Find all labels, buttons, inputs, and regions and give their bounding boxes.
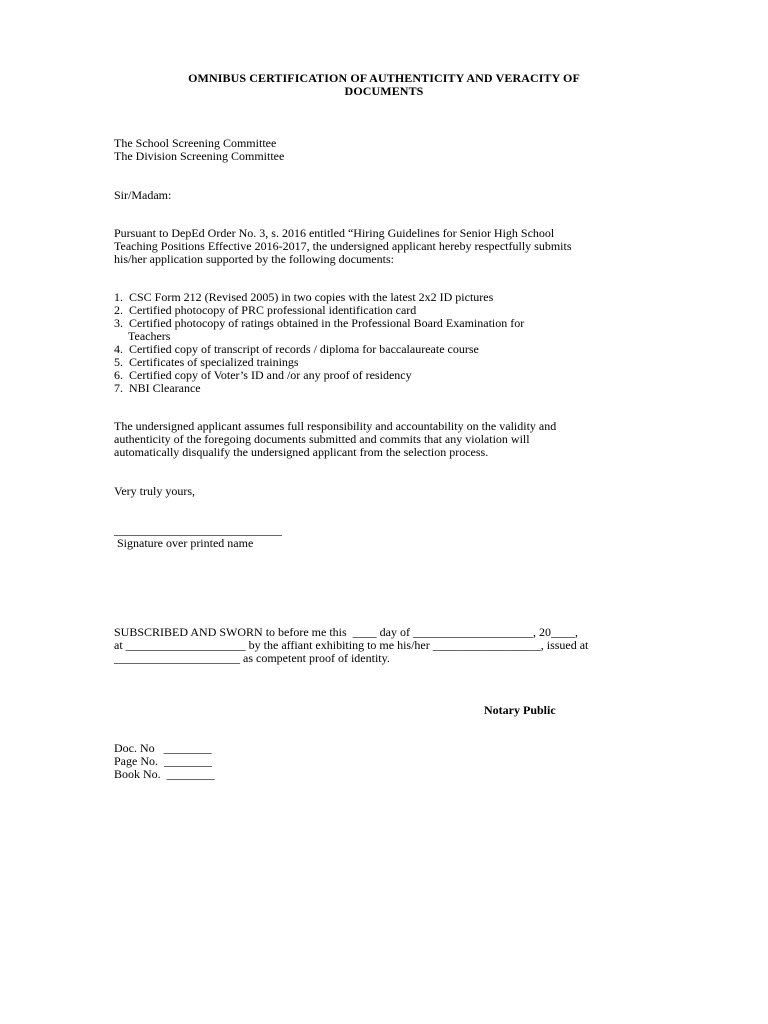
addressee-line: The Division Screening Committee: [114, 149, 285, 163]
list-item: 7. NBI Clearance: [114, 381, 201, 395]
list-item-continuation: Teachers: [128, 329, 171, 343]
book-number-field: Book No. ________: [114, 767, 215, 781]
closing: [114, 485, 674, 498]
sworn-statement: [114, 626, 674, 665]
list-item: 2. Certified photocopy of PRC professional identification card: [114, 303, 417, 317]
closing-text: Very truly yours,: [114, 484, 195, 498]
responsibility-line: authenticity of the foregoing documents submitted and commits that any violation will: [114, 432, 530, 446]
addressee-line: The School Screening Committee: [114, 136, 277, 150]
responsibility-line: The undersigned applicant assumes full responsibility and accountability on the validity and: [114, 419, 557, 433]
list-item: 5. Certificates of specialized trainings: [114, 355, 299, 369]
responsibility-line: automatically disqualify the undersigned applicant from the selection process.: [114, 445, 489, 459]
list-item: 1. CSC Form 212 (Revised 2005) in two copies with the latest 2x2 ID pictures: [114, 290, 494, 304]
intro-paragraph: [114, 227, 674, 266]
signature-line: ____________________________: [114, 523, 282, 537]
notary-public-label: Notary Public: [484, 703, 556, 717]
signature-block: [114, 524, 674, 550]
sworn-line: SUBSCRIBED AND SWORN to before me this ____ day of ____________________, 20____,: [114, 625, 578, 639]
sworn-line: _____________________ as competent proof of identity.: [114, 651, 390, 665]
salutation: [114, 189, 674, 202]
addressee-block: [114, 137, 674, 163]
title-line-1: OMNIBUS CERTIFICATION OF AUTHENTICITY AND VERACITY OF: [188, 71, 580, 85]
title-line-2: DOCUMENTS: [344, 84, 424, 98]
intro-line: Teaching Positions Effective 2016-2017, the undersigned applicant hereby respectfully submits: [114, 239, 572, 253]
document-title: [150, 72, 618, 98]
signature-label: Signature over printed name: [114, 536, 254, 550]
responsibility-paragraph: [114, 420, 674, 459]
list-item: 3. Certified photocopy of ratings obtained in the Professional Board Examination for: [114, 316, 525, 330]
list-item: 4. Certified copy of transcript of records / diploma for baccalaureate course: [114, 342, 479, 356]
intro-line: his/her application supported by the following documents:: [114, 252, 394, 266]
sworn-line: at ____________________ by the affiant exhibiting to me his/her __________________, issued at: [114, 638, 589, 652]
salutation-text: Sir/Madam:: [114, 188, 172, 202]
list-item: 6. Certified copy of Voter’s ID and /or any proof of residency: [114, 368, 412, 382]
intro-line: Pursuant to DepEd Order No. 3, s. 2016 entitled “Hiring Guidelines for Senior High School: [114, 226, 555, 240]
doc-number-field: Doc. No ________: [114, 741, 212, 755]
doc-fields: [114, 742, 674, 781]
documents-list: [114, 291, 674, 395]
page-number-field: Page No. ________: [114, 754, 212, 768]
